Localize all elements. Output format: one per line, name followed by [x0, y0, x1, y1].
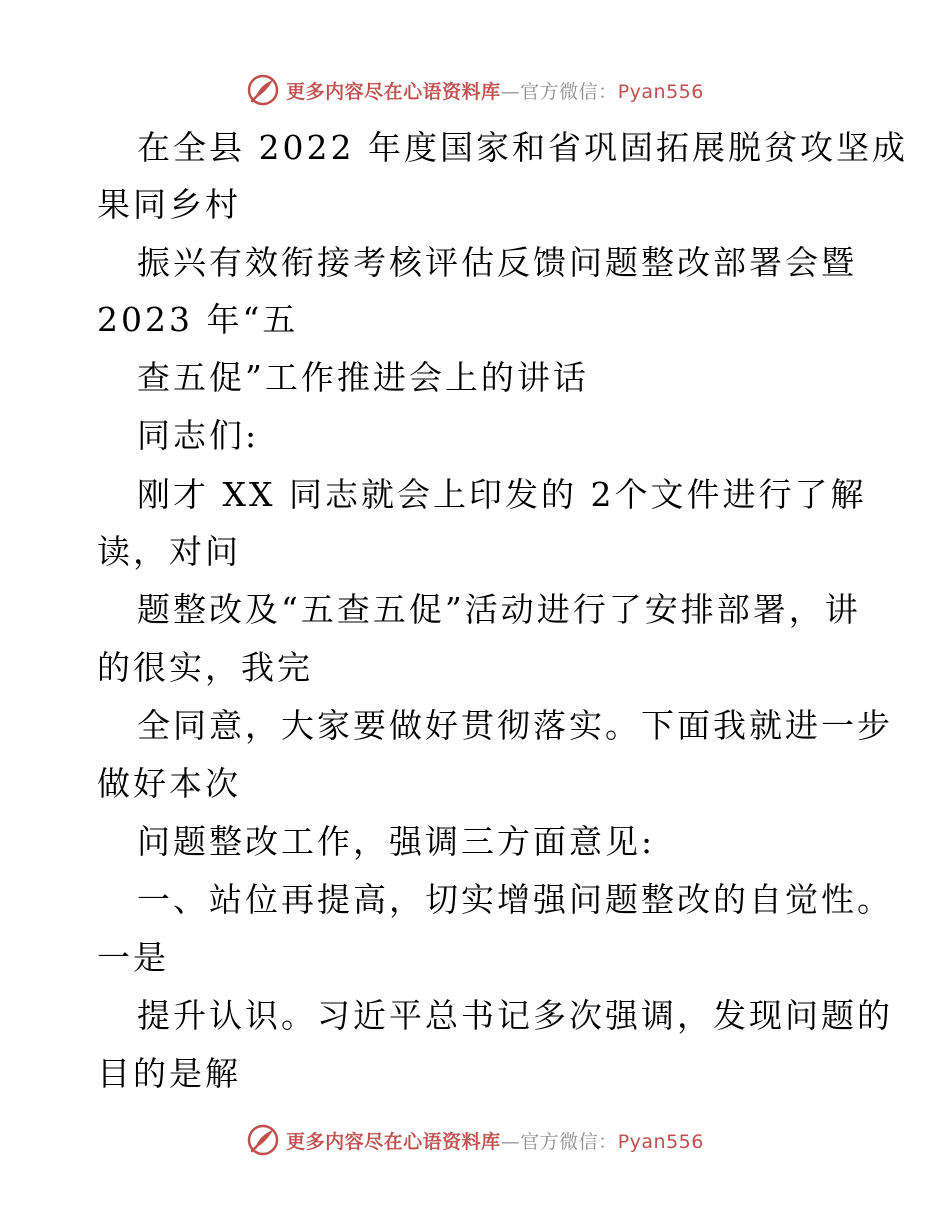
watermark-site-text: 更多内容尽在心语资料库: [286, 80, 501, 103]
text-line: 提升认识。习近平总书记多次强调，发现问题的: [137, 996, 893, 1035]
feather-pen-logo-icon: [246, 73, 280, 107]
text-line: 题整改及“五查五促”活动进行了安排部署，讲: [137, 590, 861, 629]
text-line: 做好本次: [97, 764, 241, 803]
watermark-site-text: 更多内容尽在心语资料库: [286, 1130, 501, 1153]
text-line: 一、站位再提高，切实增强问题整改的自觉性。: [137, 880, 893, 919]
header-watermark: [0, 70, 950, 110]
watermark-handle: Pyan556: [617, 80, 704, 103]
text-line: 同志们:: [137, 416, 260, 455]
watermark-separator: —: [500, 1130, 521, 1153]
watermark-separator: —: [500, 80, 521, 103]
text-line: 目的是解: [97, 1054, 241, 1093]
text-line: 读，对问: [97, 532, 241, 571]
text-line: 问题整改工作，强调三方面意见:: [137, 822, 656, 861]
watermark-label: 官方微信：: [520, 80, 618, 103]
watermark-text: [286, 77, 704, 104]
text-line: 一是: [97, 938, 169, 977]
feather-pen-logo-icon: [246, 1123, 280, 1157]
watermark-label: 官方微信：: [520, 1130, 618, 1153]
footer-watermark: [0, 1120, 950, 1160]
text-line: 在全县 2022 年度国家和省巩固拓展脱贫攻坚成: [137, 128, 908, 167]
text-line: 全同意，大家要做好贯彻落实。下面我就进一步: [137, 706, 893, 745]
text-line: 2023 年“五: [97, 300, 299, 339]
watermark-handle: Pyan556: [617, 1130, 704, 1153]
text-line: 刚才 XX 同志就会上印发的 2个文件进行了解: [137, 475, 867, 514]
text-line: 果同乡村: [97, 185, 241, 224]
watermark-text: [286, 1127, 704, 1154]
text-line: 振兴有效衔接考核评估反馈问题整改部署会暨: [137, 243, 857, 282]
text-line: 查五促”工作推进会上的讲话: [137, 358, 589, 397]
text-line: 的很实，我完: [97, 648, 313, 687]
